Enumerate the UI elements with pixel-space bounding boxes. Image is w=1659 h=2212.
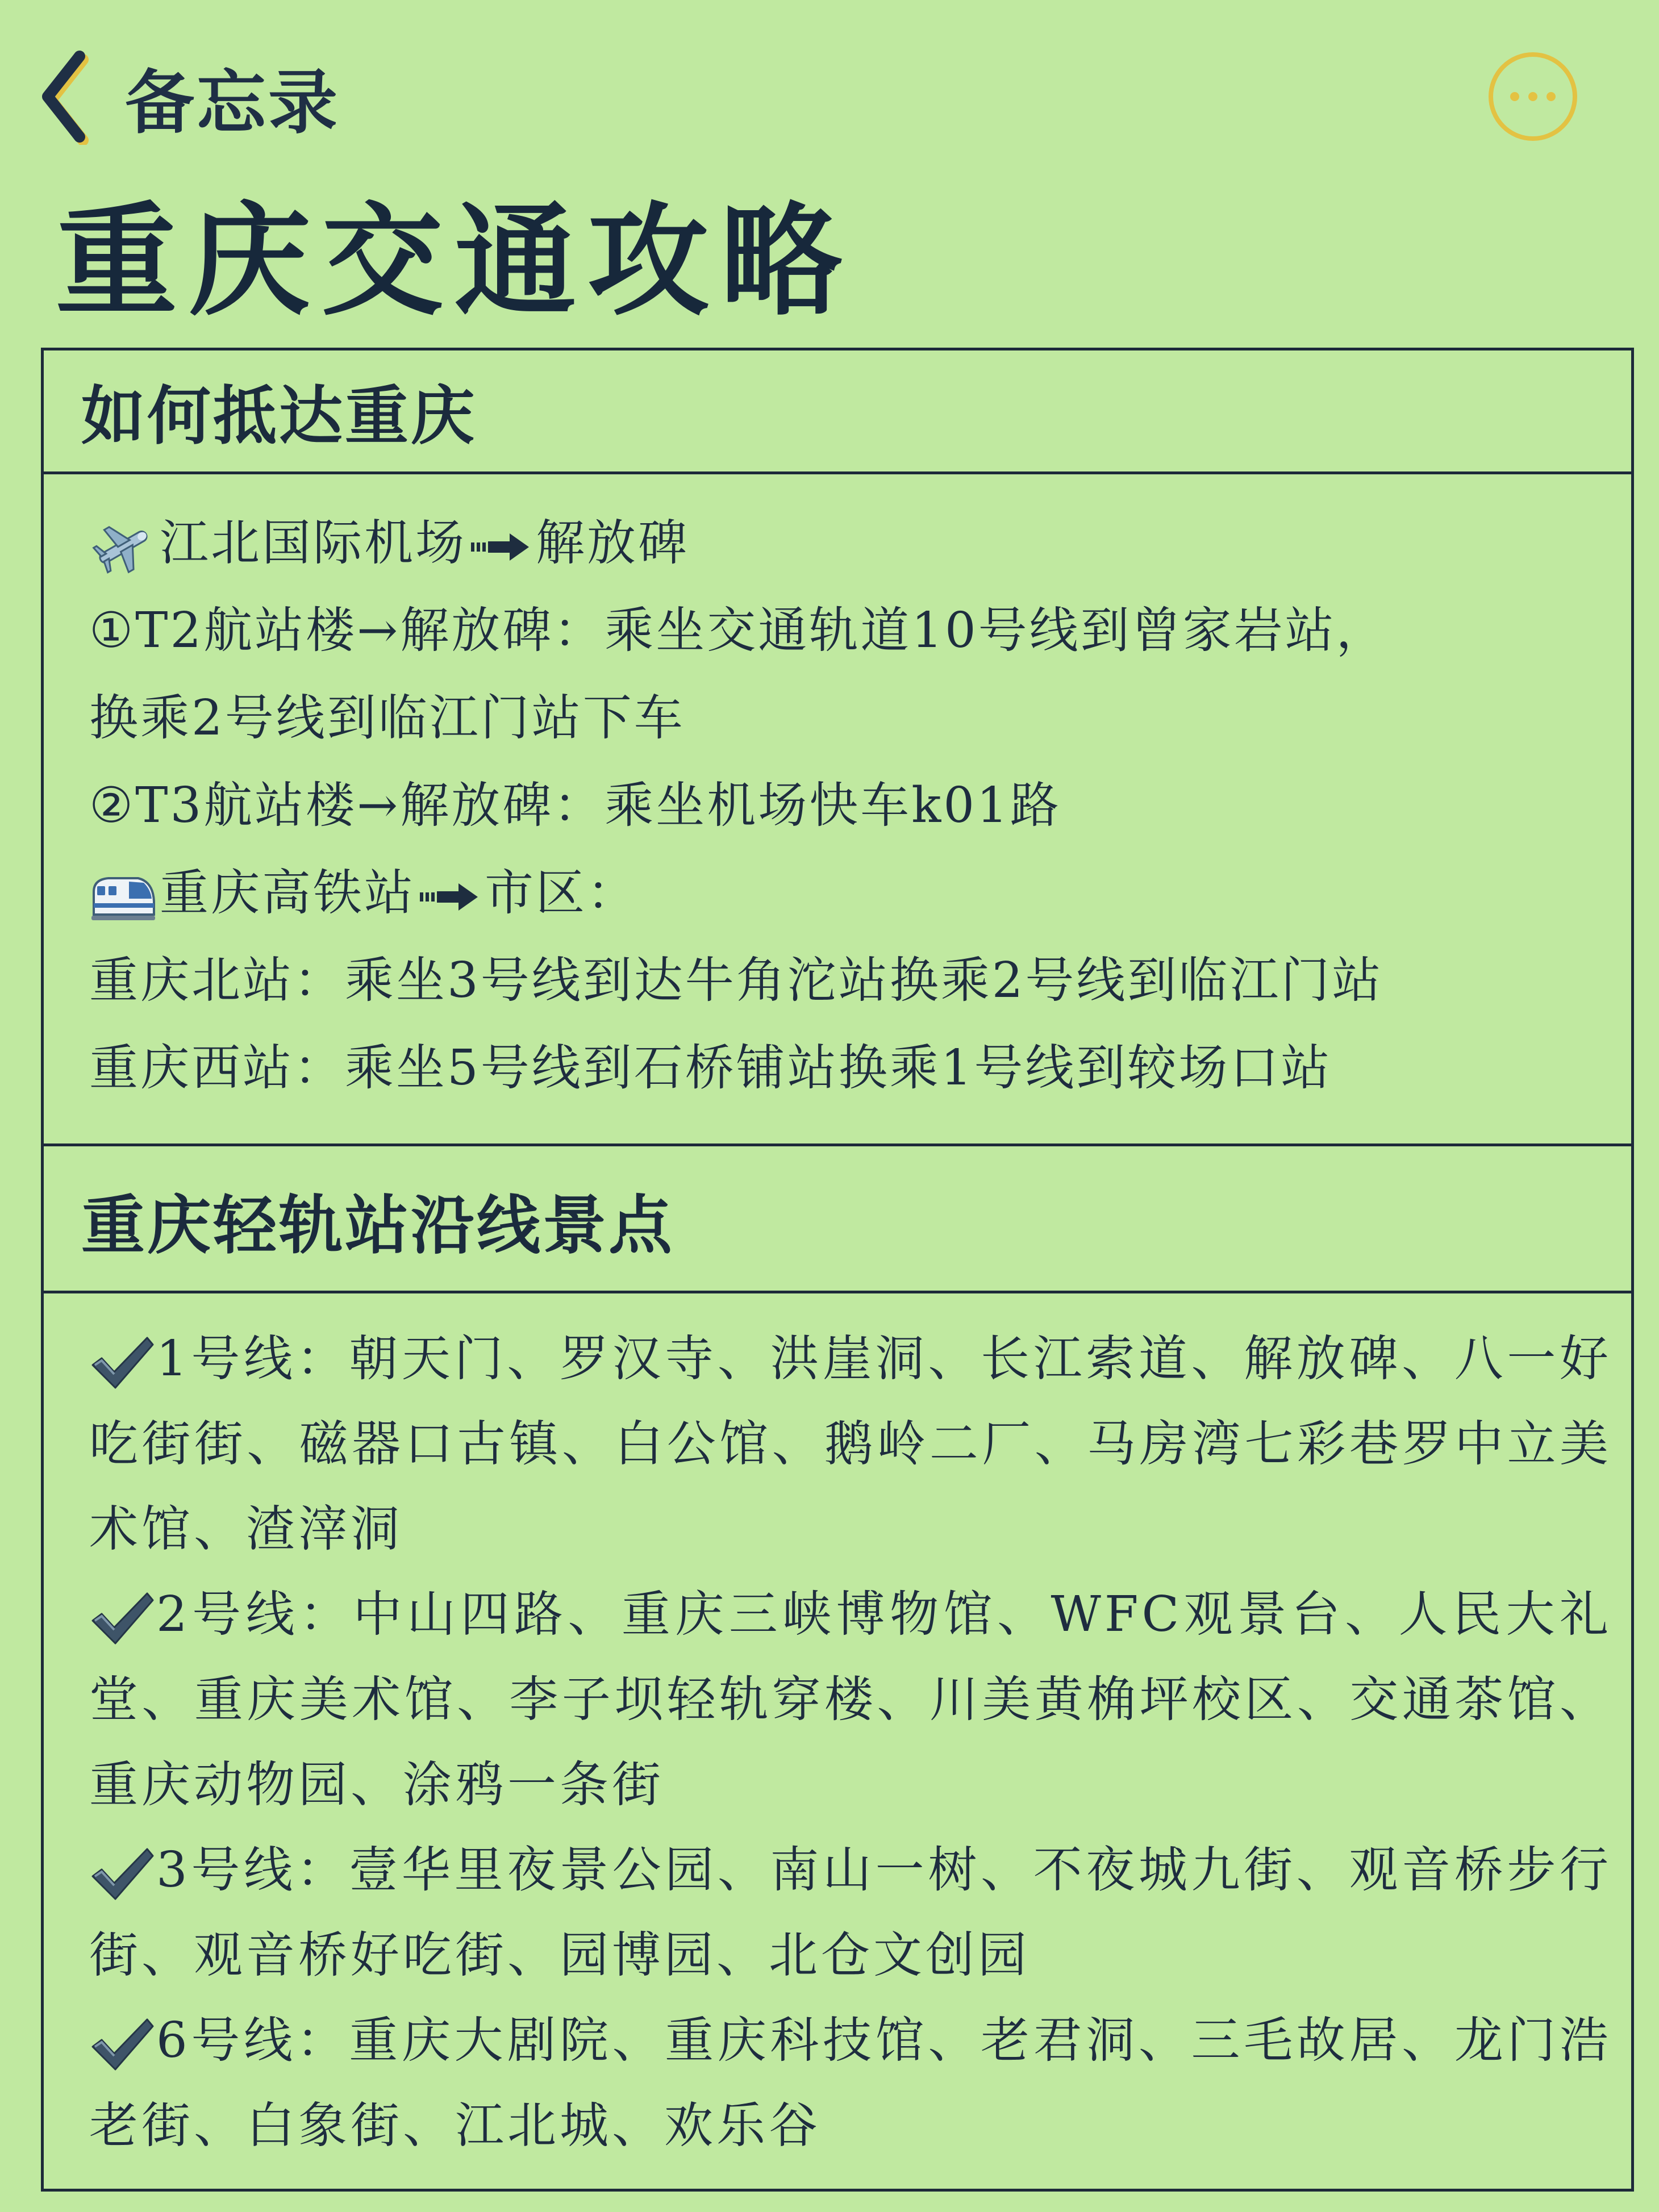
metro-line-label: 1号线： bbox=[156, 1330, 349, 1387]
metro-line-item bbox=[89, 1572, 1612, 1827]
metro-line-spots: 朝天门、罗汉寺、洪崖洞、长江索道、解放碑、八一好吃街街、磁器口古镇、白公馆、鹅岭二厂、马房湾七彩巷罗中立美术馆、渣滓洞 bbox=[89, 1330, 1612, 1558]
airport-name: 江北国际机场 bbox=[160, 515, 466, 571]
section-heading-arrival bbox=[44, 350, 1631, 474]
section-arrival-body bbox=[89, 499, 1600, 1112]
right-arrow-icon bbox=[470, 530, 532, 564]
back-button[interactable] bbox=[34, 45, 340, 148]
back-label: 备忘录 bbox=[125, 62, 340, 143]
metro-line-spots: 重庆大剧院、重庆科技馆、老君洞、三毛故居、龙门浩老街、白象街、江北城、欢乐谷 bbox=[89, 2012, 1612, 2154]
nav-bar bbox=[0, 0, 1659, 187]
route-t3: ②T3航站楼→解放碑：乘坐机场快车k01路 bbox=[89, 777, 1061, 834]
airport-line bbox=[89, 499, 1600, 587]
metro-line-spots: 中山四路、重庆三峡博物馆、WFC观景台、人民大礼堂、重庆美术馆、李子坝轻轨穿楼、川美黄桷坪校区、交通茶馆、重庆动物园、涂鸦一条街 bbox=[89, 1586, 1612, 1813]
check-mark-icon bbox=[89, 1590, 155, 1647]
metro-line-item bbox=[89, 1827, 1612, 1998]
section-heading-metro-spots bbox=[44, 1143, 1631, 1293]
check-mark-icon bbox=[89, 1334, 155, 1391]
section-metro-spots-body bbox=[89, 1316, 1612, 2168]
section-heading-text: 如何抵达重庆 bbox=[81, 379, 477, 453]
check-mark-icon bbox=[89, 1846, 155, 1902]
rail-line bbox=[89, 849, 1600, 937]
airplane-icon bbox=[89, 516, 157, 578]
more-dots-icon bbox=[1510, 92, 1556, 101]
metro-line-item bbox=[89, 1998, 1612, 2168]
section-heading-text: 重庆轻轨站沿线景点 bbox=[81, 1188, 674, 1263]
route-t2: ①T2航站楼→解放碑：乘坐交通轨道10号线到曾家岩站， bbox=[89, 602, 1387, 659]
rail-destination: 市区： bbox=[485, 865, 638, 921]
metro-line-label: 2号线： bbox=[156, 1586, 353, 1643]
content-card bbox=[41, 348, 1634, 2192]
west-station-route: 重庆西站：乘坐5号线到石桥铺站换乘1号线到较场口站 bbox=[89, 1040, 1332, 1096]
right-arrow-icon bbox=[419, 880, 481, 914]
more-button[interactable] bbox=[1489, 52, 1577, 141]
metro-line-spots: 壹华里夜景公园、南山一树、不夜城九街、观音桥步行街、观音桥好吃街、园博园、北仓文创园 bbox=[89, 1842, 1612, 1984]
north-station-route: 重庆北站：乘坐3号线到达牛角沱站换乘2号线到临江门站 bbox=[89, 952, 1383, 1009]
route-t2-continued: 换乘2号线到临江门站下车 bbox=[89, 690, 685, 746]
metro-line-item bbox=[89, 1316, 1612, 1572]
rail-station-name: 重庆高铁站 bbox=[160, 865, 415, 921]
bullet-train-icon bbox=[89, 866, 157, 928]
check-mark-icon bbox=[89, 2016, 155, 2073]
chevron-left-icon bbox=[34, 48, 97, 145]
metro-line-label: 3号线： bbox=[156, 1842, 349, 1898]
airport-destination: 解放碑 bbox=[536, 515, 689, 571]
metro-line-label: 6号线： bbox=[156, 2012, 349, 2069]
page-title: 重庆交通攻略 bbox=[56, 190, 853, 332]
